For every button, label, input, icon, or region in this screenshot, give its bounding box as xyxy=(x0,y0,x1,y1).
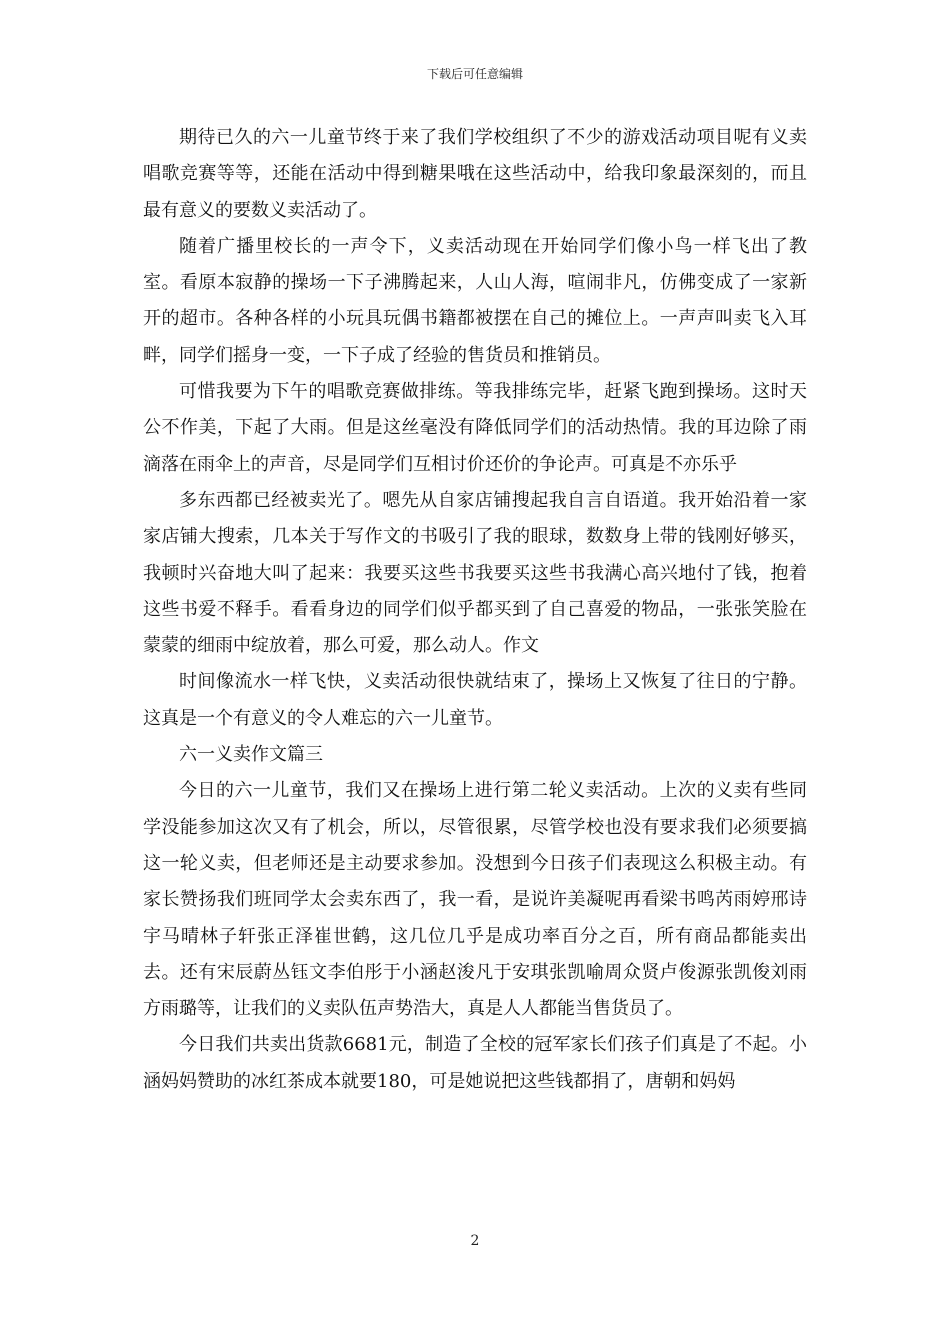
page-number: 2 xyxy=(470,1233,480,1249)
paragraph-1: 期待已久的六一儿童节终于来了我们学校组织了不少的游戏活动项目呢有义卖唱歌竞赛等等，还能在活动中得到糖果哦在这些活动中，给我印象最深刻的，而且最有意义的要数义卖活动了。 xyxy=(143,127,807,221)
paragraph-4: 多东西都已经被卖光了。嗯先从自家店铺搜起我自言自语道。我开始沿着一家家店铺大搜索，几本关于写作文的书吸引了我的眼球，数数身上带的钱刚好够买，我顿时兴奋地大叫了起来：我要买这些书我要买这些书我满心高兴地付了钱，抱着这些书爱不释手。看看身边的同学们似乎都买到了自己喜爱的物品，一张张笑脸在蒙蒙的细雨中绽放着，那么可爱，那么动人。作文 xyxy=(143,489,807,657)
paragraph-2: 随着广播里校长的一声令下，义卖活动现在开始同学们像小鸟一样飞出了教室。看原本寂静的操场一下子沸腾起来，人山人海，喧闹非凡，仿佛变成了一家新开的超市。各种各样的小玩具玩偶书籍都被摆在自己的摊位上。一声声叫卖飞入耳畔，同学们摇身一变，一下子成了经验的售货员和推销员。 xyxy=(143,235,807,366)
paragraph-5: 时间像流水一样飞快，义卖活动很快就结束了，操场上又恢复了往日的宁静。这真是一个有意义的令人难忘的六一儿童节。 xyxy=(143,671,807,729)
document-body xyxy=(143,120,807,1100)
paragraph-6: 今日的六一儿童节，我们又在操场上进行第二轮义卖活动。上次的义卖有些同学没能参加这次又有了机会，所以，尽管很累，尽管学校也没有要求我们必须要搞这一轮义卖，但老师还是主动要求参加。没想到今日孩子们表现这么积极主动。有家长赞扬我们班同学太会卖东西了，我一看，是说许美凝呢再看梁书鸣芮雨婷邢诗宇马晴林子轩张正泽崔世鹤，这几位几乎是成功率百分之百，所有商品都能卖出去。还有宋辰蔚丛钰文李伯彤于小涵赵浚凡于安琪张凯喻周众贤卢俊源张凯俊刘雨方雨璐等，让我们的义卖队伍声势浩大，真是人人都能当售货员了。 xyxy=(143,780,807,1020)
paragraph-7: 今日我们共卖出货款6681元，制造了全校的冠军家长们孩子们真是了不起。小涵妈妈赞助的冰红茶成本就要180，可是她说把这些钱都捐了，唐朝和妈妈 xyxy=(143,1034,807,1092)
paragraph-3: 可惜我要为下午的唱歌竞赛做排练。等我排练完毕，赶紧飞跑到操场。这时天公不作美，下起了大雨。但是这丝毫没有降低同学们的活动热情。我的耳边除了雨滴落在雨伞上的声音，尽是同学们互相讨价还价的争论声。可真是不亦乐乎 xyxy=(143,381,807,475)
section-heading: 六一义卖作文篇三 xyxy=(179,744,323,766)
page-header: 下载后可任意编辑 xyxy=(426,67,523,81)
